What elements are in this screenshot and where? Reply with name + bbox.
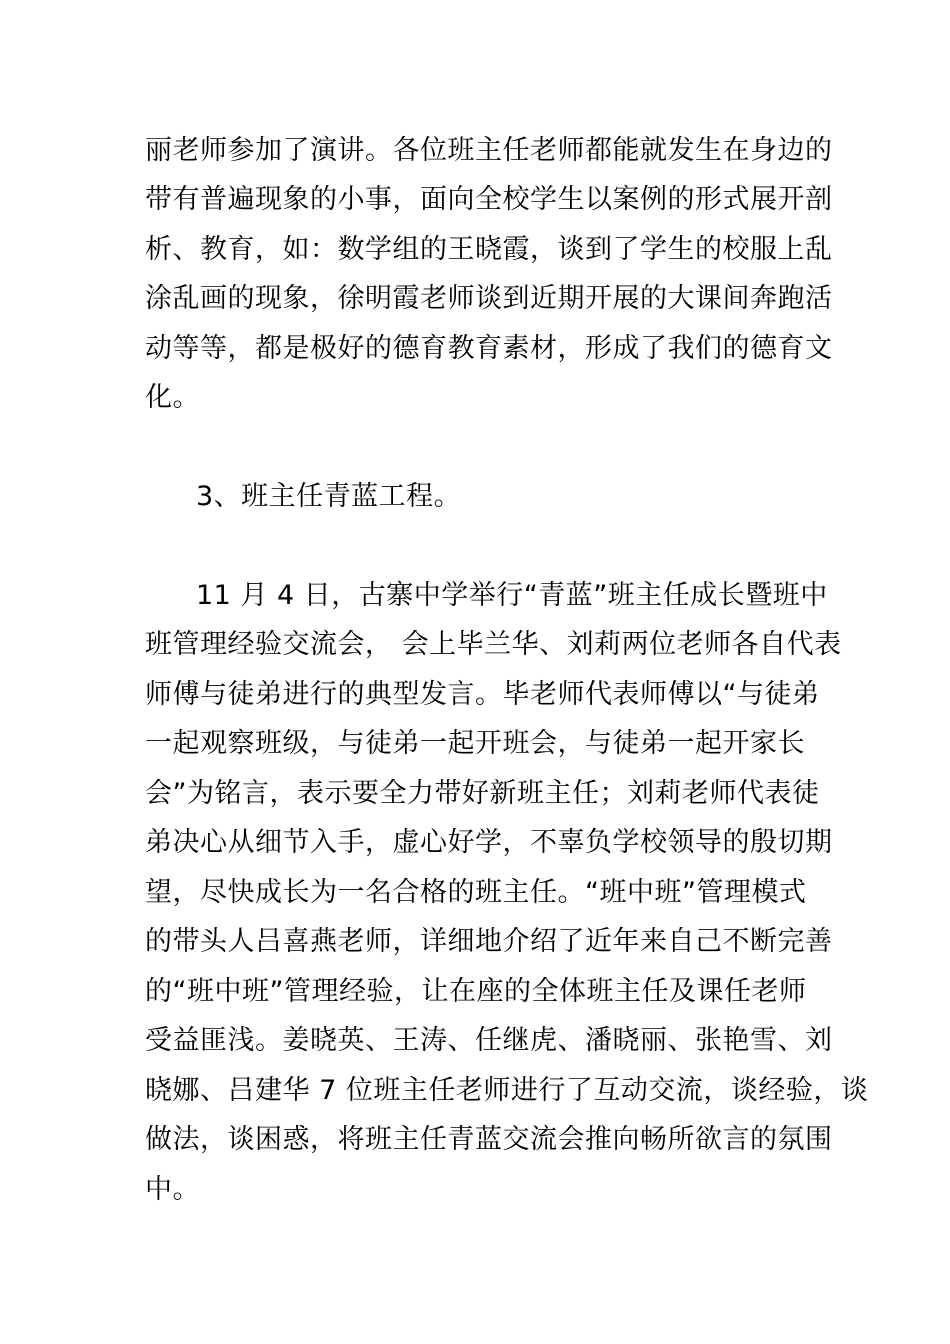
paragraph-line: 丽老师参加了演讲。各位班主任老师都能就发生在身边的	[145, 135, 833, 166]
paragraph-line: 弟决心从细节入手，虚心好学，不辜负学校领导的殷切期	[145, 827, 833, 858]
paragraph-line: 的带头人吕喜燕老师，详细地介绍了近年来自己不断完善	[145, 926, 833, 957]
paragraph-line: 化。	[145, 382, 200, 413]
paragraph-line: 班管理经验交流会， 会上毕兰华、刘莉两位老师各自代表	[145, 629, 842, 660]
paragraph-line: 动等等，都是极好的德育教育素材，形成了我们的德育文	[145, 333, 833, 364]
paragraph-line: 望，尽快成长为一名合格的班主任。“班中班”管理模式	[145, 877, 807, 908]
paragraph-line: 晓娜、吕建华 7 位班主任老师进行了互动交流，谈经验，谈	[145, 1075, 869, 1106]
paragraph-line: 会”为铭言，表示要全力带好新班主任；刘莉老师代表徒	[145, 778, 820, 809]
paragraph-line: 涂乱画的现象，徐明霞老师谈到近期开展的大课间奔跑活	[145, 283, 833, 314]
paragraph-line: 一起观察班级，与徒弟一起开班会，与徒弟一起开家长	[145, 728, 805, 759]
paragraph-line: 的“班中班”管理经验，让在座的全体班主任及课任老师	[145, 976, 807, 1007]
paragraph-line: 做法，谈困惑，将班主任青蓝交流会推向畅所欲言的氛围	[145, 1124, 833, 1155]
paragraph-line: 中。	[145, 1174, 200, 1205]
paragraph-line: 11 月 4 日，古寨中学举行“青蓝”班主任成长暨班中	[196, 580, 828, 611]
paragraph-line: 师傅与徒弟进行的典型发言。毕老师代表师傅以“与徒弟	[145, 679, 820, 710]
paragraph-line: 带有普遍现象的小事，面向全校学生以案例的形式展开剖	[145, 184, 833, 215]
paragraph-line: 受益匪浅。姜晓英、王涛、任继虎、潘晓丽、张艳雪、刘	[145, 1025, 833, 1056]
paragraph-line: 析、教育，如：数学组的王晓霞，谈到了学生的校服上乱	[145, 234, 833, 265]
section-heading: 3、班主任青蓝工程。	[196, 481, 462, 512]
